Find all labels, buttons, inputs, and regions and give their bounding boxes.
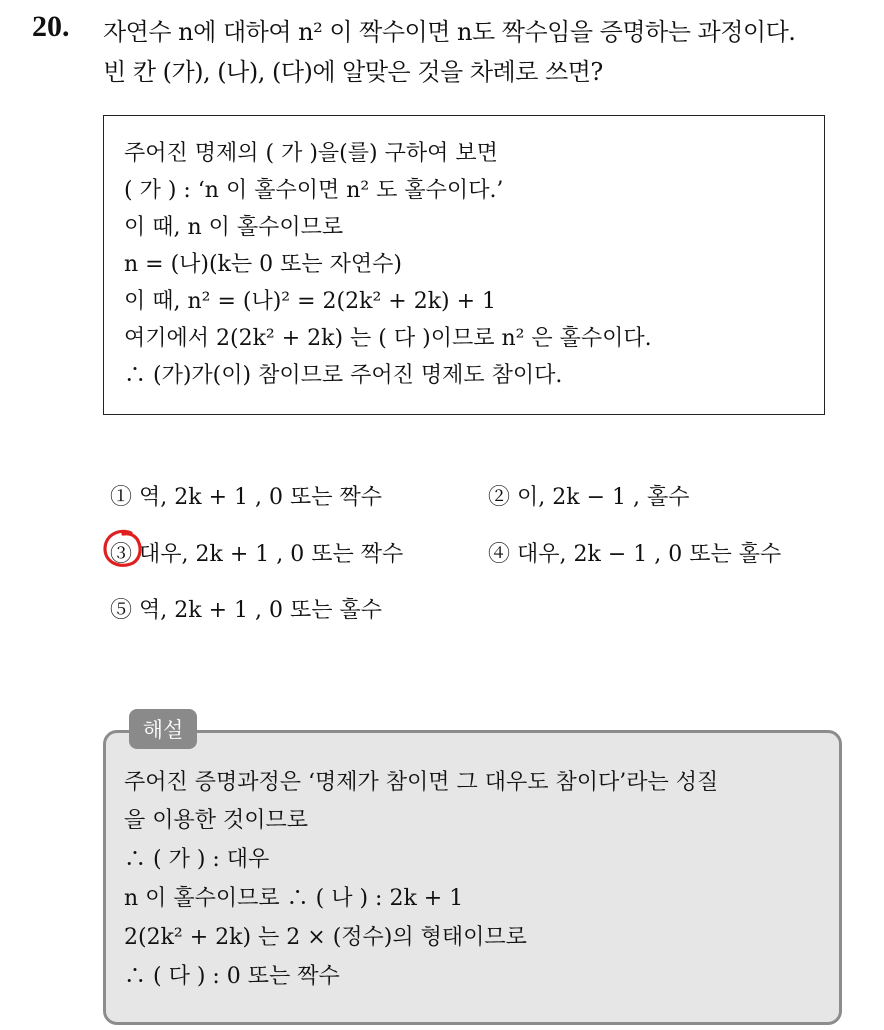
choice-2[interactable] [488,480,689,511]
choice-5[interactable] [110,593,382,624]
explanation-box [103,730,842,1025]
choice-1[interactable] [110,480,382,511]
choice-3[interactable] [110,537,403,568]
answer-circle-mark-icon [101,527,145,571]
proof-box [103,115,825,415]
proof-line: n = (나)(k는 0 또는 자연수) [124,252,402,277]
proof-line: 주어진 명제의 ( 가 )을(를) 구하여 보면 [124,141,498,166]
choice-4[interactable] [488,537,781,568]
choice-number: ① [110,485,133,510]
choice-number: ② [488,485,511,510]
choice-text: 대우, 2k + 1 , 0 또는 짝수 [139,542,404,567]
proof-line: 이 때, n 이 홀수이므로 [124,215,344,240]
proof-line: 여기에서 2(2k² + 2k) 는 ( 다 )이므로 n² 은 홀수이다. [124,326,652,351]
explanation-line: n 이 홀수이므로 ∴ ( 나 ) : 2k + 1 [124,886,464,911]
proof-line: 이 때, n² = (나)² = 2(2k² + 2k) + 1 [124,289,497,314]
choice-text: 이, 2k − 1 , 홀수 [517,485,690,510]
choice-text: 대우, 2k − 1 , 0 또는 홀수 [517,542,782,567]
question-text-line-1: 자연수 n에 대하여 n² 이 짝수이면 n도 짝수임을 증명하는 과정이다. [103,18,796,46]
explanation-line: ∴ ( 가 ) : 대우 [124,847,270,872]
explanation-line: 주어진 증명과정은 ‘명제가 참이면 그 대우도 참이다’라는 성질 [124,770,719,795]
proof-line: ( 가 ) : ‘n 이 홀수이면 n² 도 홀수이다.’ [124,178,504,203]
explanation-line: 을 이용한 것이므로 [124,808,309,833]
choice-number: ④ [488,542,511,567]
choice-text: 역, 2k + 1 , 0 또는 짝수 [139,485,382,510]
explanation-tab-label: 해설 [129,709,197,749]
choice-text: 역, 2k + 1 , 0 또는 홀수 [139,598,382,623]
question-text-line-2: 빈 칸 (가), (나), (다)에 알맞은 것을 차례로 쓰면? [103,58,603,86]
explanation-line: 2(2k² + 2k) 는 2 × (정수)의 형태이므로 [124,925,527,950]
choice-number: ⑤ [110,598,133,623]
choice-number: ③ [110,542,133,567]
question-number: 20. [32,10,70,43]
explanation-line: ∴ ( 다 ) : 0 또는 짝수 [124,964,340,989]
proof-line: ∴ (가)가(이) 참이므로 주어진 명제도 참이다. [124,363,563,388]
